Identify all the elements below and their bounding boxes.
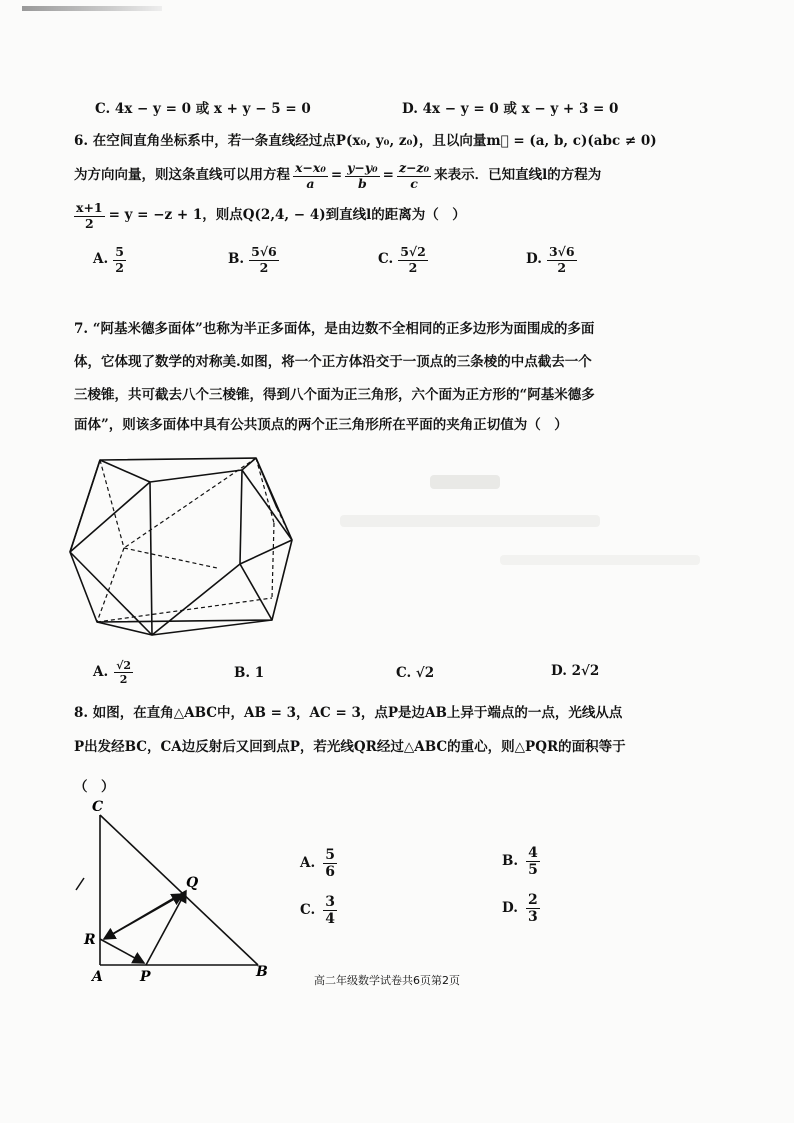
scan-smudge <box>340 515 600 527</box>
stray-mark <box>76 878 84 890</box>
page-footer: 高二年级数学试卷共6页第2页 <box>314 974 460 987</box>
q5-option-d: D. 4x − y = 0 或 x − y + 3 = 0 <box>402 101 619 117</box>
scan-edge-mark <box>22 6 162 11</box>
q6-line-3-post: = y = −z + 1，则点Q(2,4, − 4)到直线l的距离为（ ） <box>108 207 466 224</box>
q8-line-2: P出发经BC，CA边反射后又回到点P，若光线QR经过△ABC的重心，则△PQR的面积等于 <box>74 739 626 755</box>
q6-option-d: D. $\frac{3√6}{2}$ <box>526 244 575 275</box>
q7-line-4: 面体”，则该多面体中具有公共顶点的两个正三角形所在平面的夹角正切值为（ ） <box>74 417 568 433</box>
q6-line-1: 6. 在空间直角坐标系中，若一条直线经过点P(x₀, y₀, z₀)，且以向量m⃗ = (a, b, c)(abc ≠ 0) <box>74 133 657 149</box>
q6-line-2-pre: 为方向向量，则这条直线可以用方程 <box>74 167 290 184</box>
q6-fraction-z: $\frac{\text{z−z₀}}{c}$ <box>398 160 430 191</box>
q6-line-3-fraction: $\frac{x+1}{2}$ <box>76 200 103 231</box>
ray-rq <box>104 894 183 939</box>
q7-line-2: 体，它体现了数学的对称美.如图，将一个正方体沿交于一顶点的三条棱的中点截去一个 <box>74 354 592 370</box>
q7-option-a: A. $\frac{√2}{2}$ <box>93 659 132 686</box>
label-a: A <box>92 969 103 985</box>
ray-rp <box>100 939 144 963</box>
q8-option-a: A. $\frac{5}{6}$ <box>300 847 335 880</box>
side-cb <box>100 815 258 965</box>
label-p: P <box>140 969 151 985</box>
q6-fraction-y: $\frac{\text{y−y₀}}{b}$ <box>347 160 378 191</box>
q6-option-c: C. $\frac{5√2}{2}$ <box>378 244 426 275</box>
scan-smudge <box>500 555 700 565</box>
label-r: R <box>84 932 96 948</box>
q8-option-d: D. $\frac{2}{3}$ <box>502 892 538 925</box>
label-c: C <box>92 799 104 815</box>
label-b: B <box>256 964 268 980</box>
q6-option-b: B. $\frac{5√6}{2}$ <box>228 244 277 275</box>
triangle-figure <box>70 795 280 990</box>
q8-line-3: （ ） <box>74 779 115 795</box>
q8-option-c: C. $\frac{3}{4}$ <box>300 894 335 927</box>
cuboctahedron-figure <box>62 448 302 648</box>
q7-option-d: D. 2√2 <box>551 663 600 679</box>
q5-option-c: C. 4x − y = 0 或 x + y − 5 = 0 <box>95 101 311 117</box>
q8-line-1: 8. 如图，在直角△ABC中，AB = 3，AC = 3，点P是边AB上异于端点的一点，光线从点 <box>74 705 623 721</box>
q7-option-b: B. 1 <box>234 665 265 681</box>
q6-fraction-x: $\frac{\text{x−x₀}}{a}$ <box>295 160 326 191</box>
equals-sign: = <box>382 167 394 184</box>
scan-smudge <box>430 475 500 489</box>
equals-sign: = <box>330 167 343 184</box>
q6-line-2 <box>74 162 601 190</box>
q7-line-3: 三棱锥，共可截去八个三棱锥，得到八个面为正三角形，六个面为正方形的“阿基米德多 <box>74 387 595 403</box>
q8-option-b: B. $\frac{4}{5}$ <box>502 845 538 878</box>
q6-line-3 <box>74 202 466 230</box>
q6-line-2-post: 来表示．已知直线l的方程为 <box>434 167 602 184</box>
label-q: Q <box>186 875 199 891</box>
q6-option-a: A. $\frac{5}{2}$ <box>93 244 124 275</box>
q7-line-1: 7. “阿基米德多面体”也称为半正多面体，是由边数不全相同的正多边形为面围成的多面 <box>74 321 595 337</box>
q7-option-c: C. √2 <box>396 665 435 681</box>
front-square <box>150 470 242 635</box>
